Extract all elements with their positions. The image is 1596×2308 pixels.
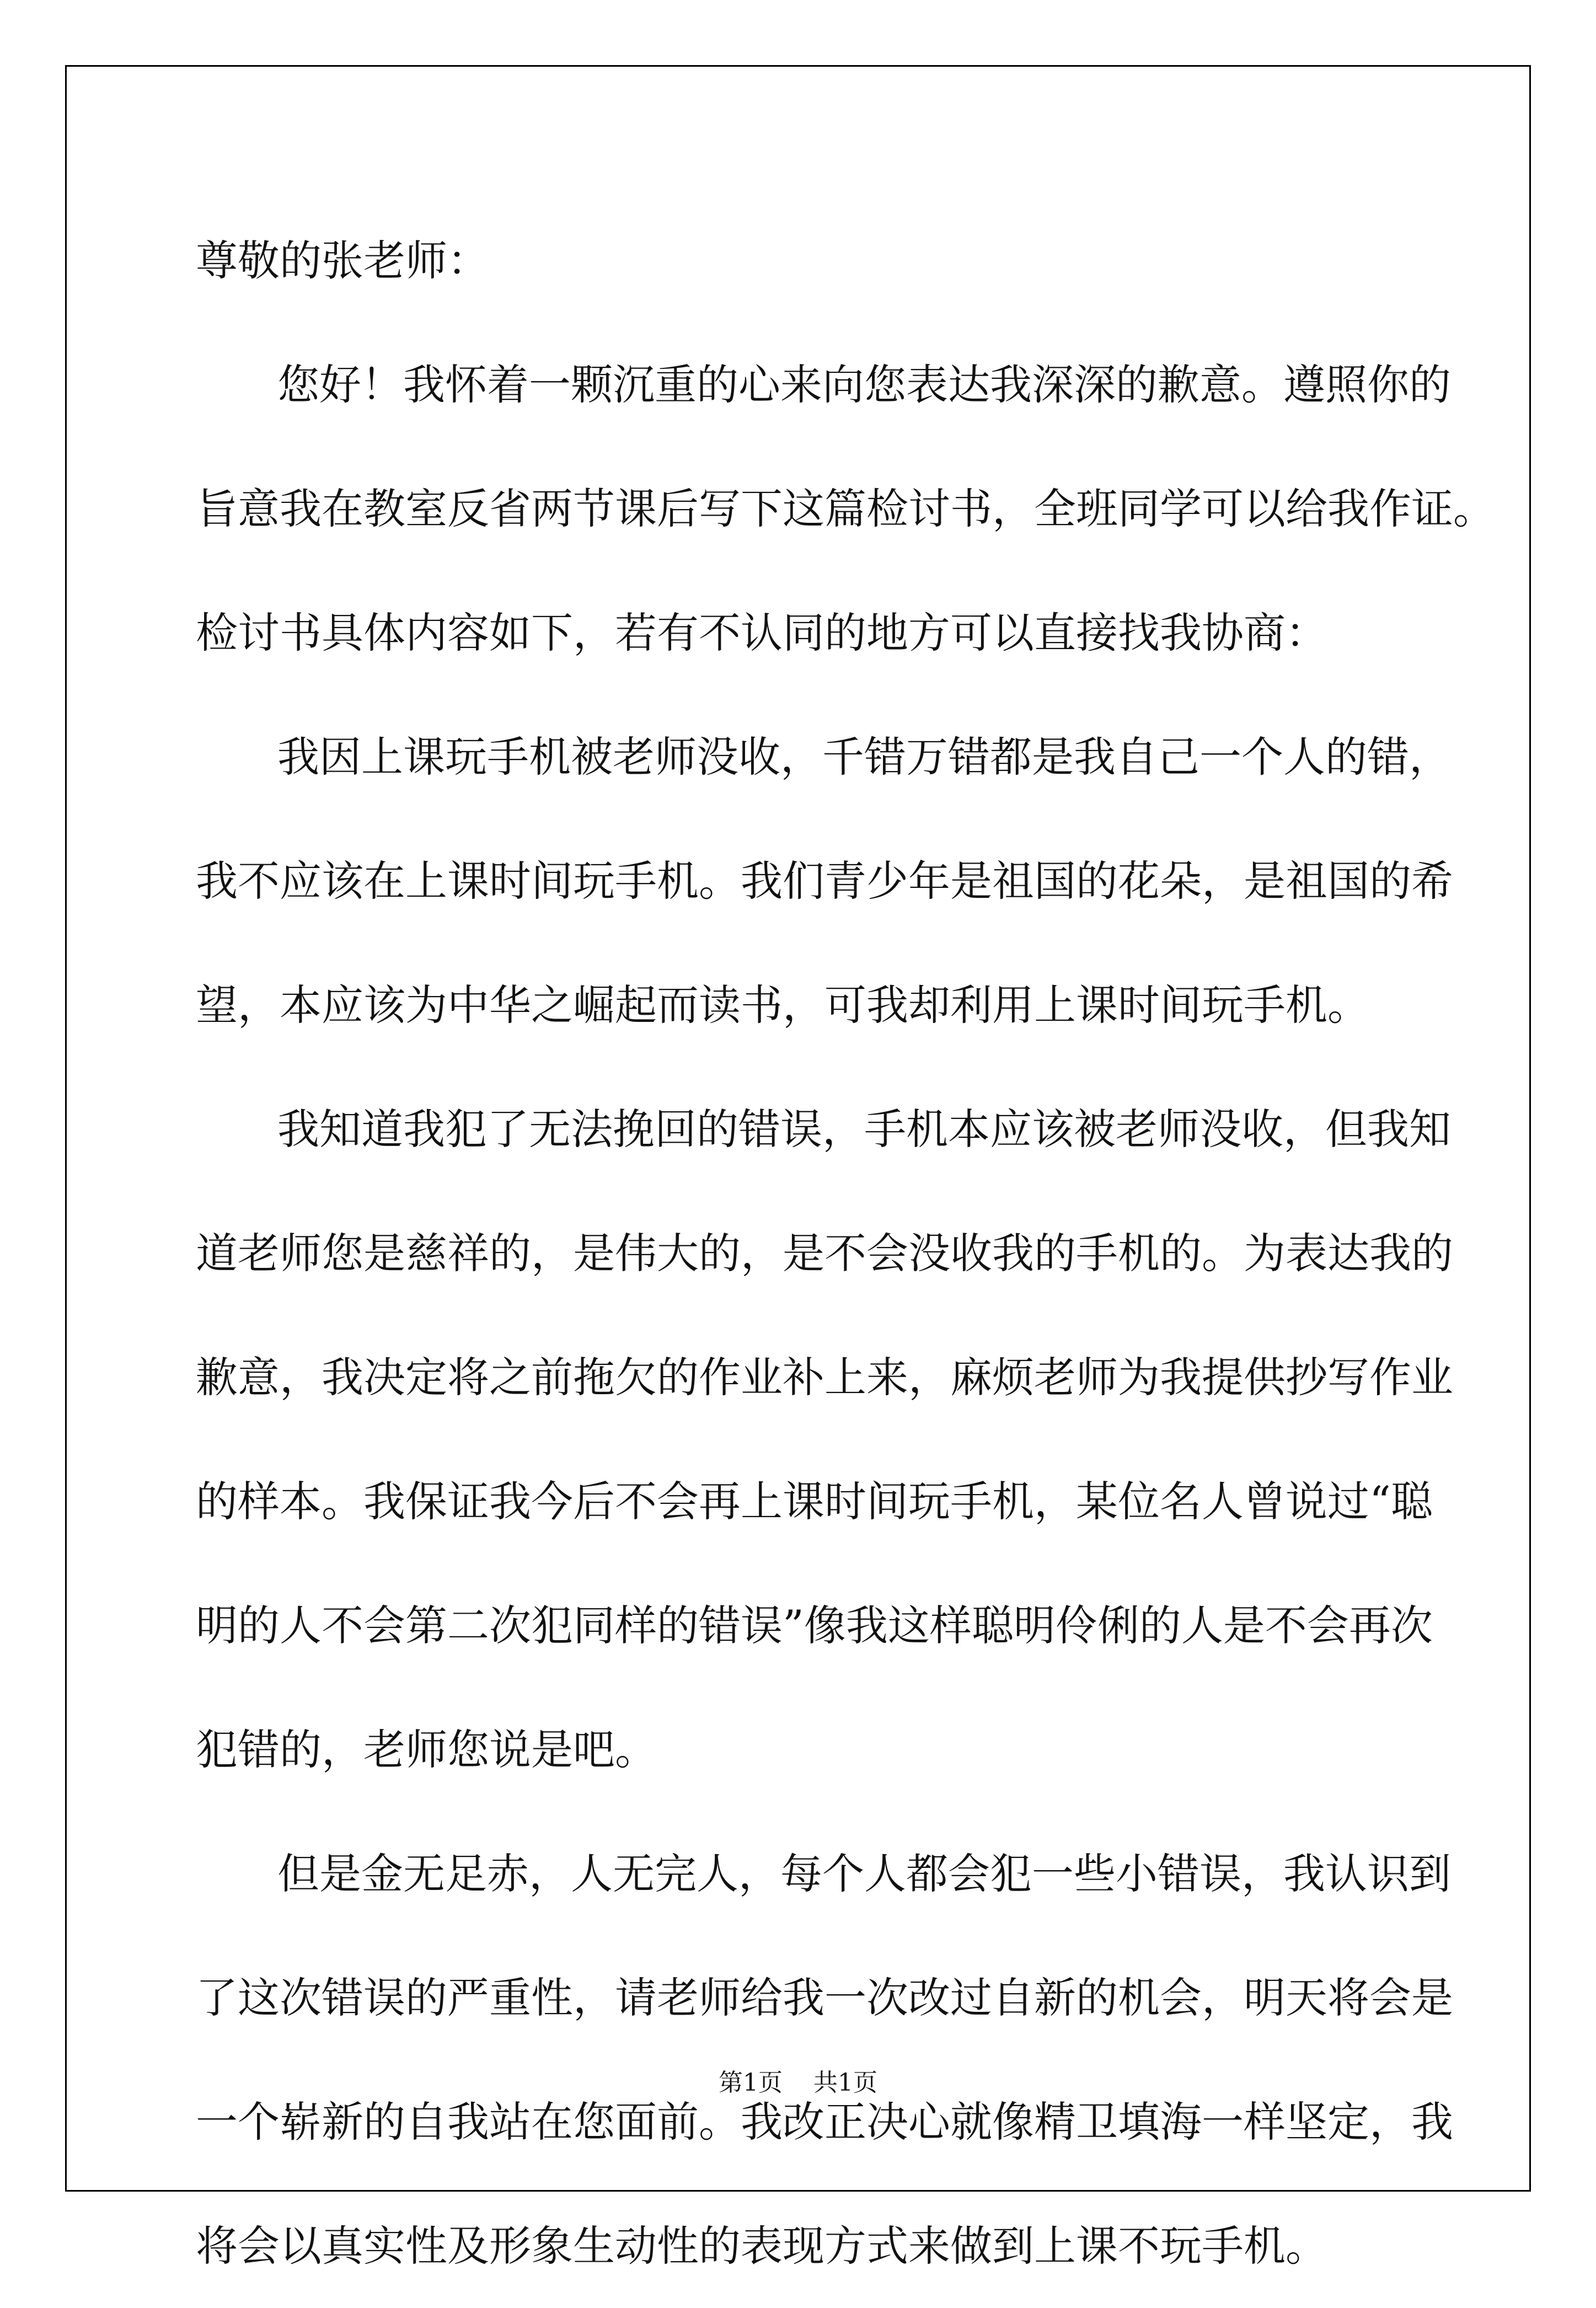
page-total: 共1页	[813, 2069, 877, 2097]
paragraph-line: 明的人不会第二次犯同样的错误”像我这样聪明伶俐的人是不会再次	[196, 1601, 1433, 1650]
page-footer	[0, 2063, 1596, 2098]
paragraph-line: 了这次错误的严重性，请老师给我一次改过自新的机会，明天将会是	[196, 1973, 1453, 2022]
paragraph-line: 望，本应该为中华之崛起而读书，可我却利用上课时间玩手机。	[196, 981, 1369, 1030]
paragraph-line: 但是金无足赤，人无完人，每个人都会犯一些小错误，我认识到	[277, 1849, 1451, 1898]
paragraph-line: 歉意，我决定将之前拖欠的作业补上来，麻烦老师为我提供抄写作业	[196, 1353, 1453, 1402]
paragraph-line: 您好！我怀着一颗沉重的心来向您表达我深深的歉意。遵照你的	[277, 360, 1451, 409]
paragraph-line: 旨意我在教室反省两节课后写下这篇检讨书，全班同学可以给我作证。	[196, 484, 1495, 533]
paragraph-line: 一个崭新的自我站在您面前。我改正决心就像精卫填海一样坚定，我	[196, 2097, 1453, 2146]
salutation: 尊敬的张老师：	[196, 236, 489, 285]
paragraph-line: 我知道我犯了无法挽回的错误，手机本应该被老师没收，但我知	[277, 1105, 1451, 1154]
paragraph-line: 我因上课玩手机被老师没收，千错万错都是我自己一个人的错，	[277, 732, 1451, 781]
page-number: 第1页	[719, 2069, 783, 2097]
paragraph-line: 将会以真实性及形象生动性的表现方式来做到上课不玩手机。	[196, 2221, 1327, 2270]
paragraph-line: 犯错的，老师您说是吧。	[196, 1725, 657, 1774]
letter-body	[196, 199, 1495, 2308]
paragraph-line: 检讨书具体内容如下，若有不认同的地方可以直接找我协商：	[196, 608, 1327, 657]
paragraph-line: 道老师您是慈祥的，是伟大的，是不会没收我的手机的。为表达我的	[196, 1229, 1453, 1278]
paragraph-line: 的样本。我保证我今后不会再上课时间玩手机，某位名人曾说过“聪	[196, 1477, 1433, 1526]
paragraph-line: 我不应该在上课时间玩手机。我们青少年是祖国的花朵，是祖国的希	[196, 856, 1453, 906]
